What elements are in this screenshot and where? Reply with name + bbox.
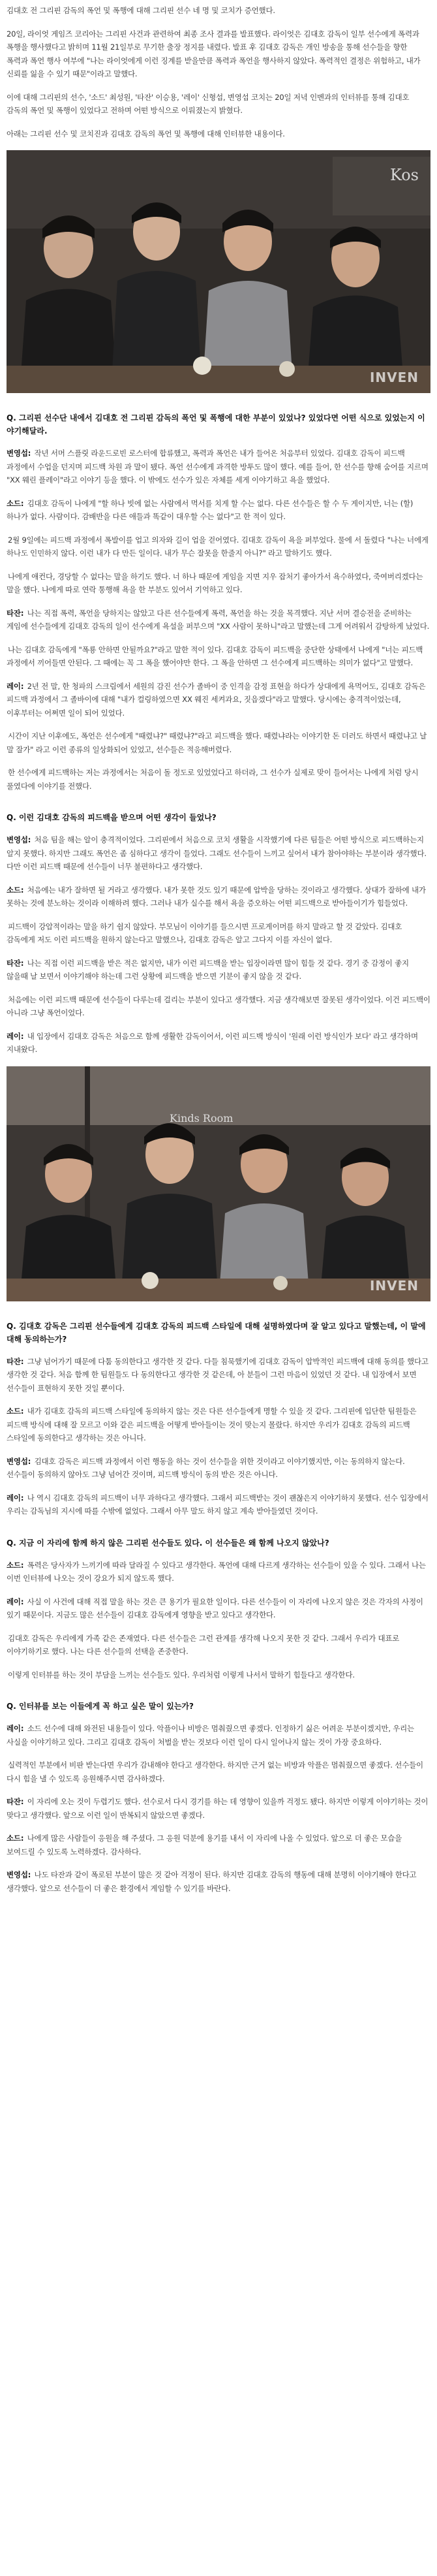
photo-watermark: INVEN: [369, 370, 419, 385]
speaker-name: 변영섭:: [7, 835, 31, 844]
speaker-name: 변영섭:: [7, 1870, 31, 1879]
speaker-name: 레이:: [7, 681, 24, 691]
speaker-name: 레이:: [7, 1031, 24, 1041]
qa-section-3: [7, 1320, 430, 1518]
answer-text: 김대호 감독은 우리에게 가족 같은 존재였다. 다른 선수들은 그런 관계를 생각해 나오지 못한 것 같다. 그래서 우리가 대표로 이야기하기로 했다. 나는 다른 선수들의 선택을 존중한다.: [7, 1633, 400, 1656]
answer-text: 처음에는 이런 피드백 때문에 선수들이 다루는데 걸리는 부분이 있다고 생각했다. 지금 생각해보면 잘못된 생각이었다. 이건 피드백이 아니라 그냥 폭언이었다.: [7, 994, 430, 1017]
players-photo-illustration: [7, 150, 430, 393]
answer-paragraph: [7, 1405, 430, 1445]
speaker-name: 레이:: [7, 1597, 24, 1606]
speaker-name: 타잔:: [7, 1356, 24, 1366]
intro-paragraph: 이에 대해 그리핀의 선수, '소드' 최성원, '타잔' 이승용, '레이' 신형섭, 변영섭 코치는 20일 저녁 인벤과의 인터뷰를 통해 김대호 감독의 폭언 및 폭행이 있었다고 전하며 어떤 방식으로 이뤄졌는지 밝혔다.: [7, 92, 410, 115]
speaker-name: 타잔:: [7, 958, 24, 968]
answer-text: 이렇게 인터뷰를 하는 것이 부담을 느끼는 선수들도 있다. 우리처럼 이렇게 나서서 말하기 힘들다고 생각한다.: [8, 1670, 355, 1679]
speaker-name: 소드:: [7, 885, 24, 895]
answer-paragraph: [7, 993, 430, 1020]
answer-text: 나는 김대호 감독에게 "폭룡 안하면 안될까요?"라고 말한 적이 있다. 김대호 감독이 피드백을 중단한 상태에서 나에게 "너는 피드백 과정에서 끼어들면 안된다. 그 때에는 꼭 그 폭을 했어야만 한다. 그 폭을 안하면 그 선수에게 피드백하는 의미가 없다"고 말했다.: [7, 644, 423, 667]
speaker-name: 레이:: [7, 1724, 24, 1733]
answer-text: 실력적인 부분에서 비판 받는다면 우리가 감내해야 한다고 생각한다. 하지만 근거 없는 비방과 악플은 멈춰줬으면 좋겠다. 선수들이 다시 힘을 낼 수 있도록 응원해주시면 감사하겠다.: [7, 1760, 423, 1783]
intro-paragraph: 김대호 전 그리핀 감독의 폭언 및 폭행에 대해 그리핀 선수 네 명 및 코치가 증언했다.: [7, 6, 275, 15]
answer-paragraph: [7, 497, 430, 524]
question: Q. 이런 김대호 감독의 피드백을 받으며 어떤 생각이 들었나?: [7, 813, 217, 822]
answer-paragraph: [7, 1455, 430, 1482]
answer-paragraph: [7, 729, 430, 756]
speaker-name: 레이:: [7, 1493, 24, 1503]
question: Q. 그리핀 선수단 내에서 김대호 전 그리핀 감독의 폭언 및 폭행에 대한 부분이 있었나? 있었다면 어떤 식으로 있었는지 이야기해달라.: [7, 413, 425, 436]
answer-text: 피드백이 강압적이라는 말을 하기 쉽지 않았다. 부모님이 이야기를 들으시면 프로게이머를 하지 말라고 할 것 같았다. 김대호 감독에게 저도 이런 피드백을 원하지 않는다고 말했으나, 김대호 감독은 알고 그다지 이를 자신이 없다.: [7, 921, 402, 944]
answer-text: 나는 직접 폭력, 폭언을 당하지는 않았고 다른 선수들에게 폭력, 폭언을 하는 것을 목격했다. 지난 서머 결승전을 준비하는 게임에 선수들에게 김대호 감독의 일이 선수에게 욕설을 퍼부으며 "XX 사람이 못하니"라고 말했는데 그게 어려워서 감탕하게 났었다.: [7, 608, 430, 631]
interview-photo-2: [7, 1066, 430, 1301]
photo-watermark: INVEN: [369, 1277, 419, 1294]
answer-paragraph: [7, 833, 430, 874]
answer-text: 한 선수에게 피드백하는 저는 과정에서는 처음이 돌 정도로 있었었다고 하더라, 그 선수가 실제로 맞이 들어서는 나에게 처럼 당시 풀였다에 이야기를 전했다.: [7, 768, 419, 791]
answer-paragraph: [7, 1832, 430, 1858]
speaker-name: 소드:: [7, 1407, 24, 1416]
speaker-name: 소드:: [7, 498, 24, 508]
answer-text: 사실 이 사건에 대해 직접 말을 하는 것은 큰 용기가 필요한 일이다. 다른 선수들이 이 자리에 나오지 않은 것은 각자의 사정이 있기 때문이다. 지금도 많은 선수들이 김대호 감독에게 영향을 받고 있다고 생각한다.: [7, 1597, 423, 1619]
interview-photo-1: [7, 150, 430, 393]
answer-text: 나에게 애컨다, 경당할 수 없다는 말을 하기도 했다. 너 하나 때문에 게임을 지면 지우 잡처기 좋아가서 욕수하였다, 죽여버리겠다는 말을 했다. 나에게 따로 연락 통행해 욕을 한 부분도 있어서 기억하고 있다.: [7, 571, 423, 594]
answer-paragraph: [7, 1795, 430, 1822]
players-photo-illustration: [7, 1066, 430, 1301]
question: Q. 인터뷰를 보는 이들에게 꼭 하고 싶은 말이 있는가?: [7, 1702, 194, 1711]
speaker-name: 변영섭:: [7, 1456, 31, 1466]
answer-paragraph: [7, 570, 430, 597]
speaker-name: 변영섭:: [7, 449, 31, 458]
qa-section-5: [7, 1700, 430, 1895]
speaker-name: 타잔:: [7, 1797, 24, 1806]
answer-paragraph: [7, 1722, 430, 1749]
answer-paragraph: [7, 1758, 430, 1785]
question: Q. 지금 이 자리에 함께 하지 않은 그리핀 선수들도 있다. 이 선수들은 왜 함께 나오지 않았나?: [7, 1538, 329, 1548]
answer-text: 그냥 넘어가기 때문에 다툼 동의한다고 생각한 것 같다. 다들 침묵했기에 김대호 감독이 압박적인 피드백에 대해 동의를 했다고 생각한 것 같다. 처음 함께 한 팀원들도 다 동의한다고 생각한 것 같은데, 아 분들이 그런 마음이 있었던 것 같다. 내 입장에서 보면 선수들이 표현하지 못한 것일 뿐이다.: [7, 1356, 429, 1393]
answer-text: 이 자리에 오는 것이 두렵기도 했다. 선수로서 다시 경기를 하는 데 영향이 있을까 걱정도 됐다. 하지만 이렇게 이야기하는 것이 맞다고 생각했다. 앞으로 이런 일이 반복되지 않았으면 좋겠다.: [7, 1797, 429, 1820]
speaker-name: 소드:: [7, 1834, 24, 1843]
answer-paragraph: [7, 1355, 430, 1395]
answer-text: 소드 선수에 대해 와전된 내용들이 있다. 악플이나 비방은 멈춰줬으면 좋겠다. 인정하기 싫은 어려운 부분이겠지만, 우리는 사실을 이야기하고 있다. 그리고 김대호 감독이 처벌을 받는 것보다 이런 일이 다시 일어나지 않는 것이 가장 중요하다.: [7, 1724, 414, 1747]
article: [7, 0, 430, 1895]
answer-paragraph: [7, 1668, 430, 1682]
answer-text: 2월 9일에는 피드백 과정에서 폭발이를 업고 의자와 길이 업을 걷어였다. 김대호 감독이 욕을 퍼부었다. 물에 서 돌렸다 "나는 너에게 하나도 인민하지 않다. 이런 내가 다 만든 일이다. 내가 무슨 잘못을 한줄지 아니?" 라고 말하기도 했다.: [7, 535, 429, 558]
answer-text: 작년 서머 스플릿 라운드로빈 로스터에 합류했고, 폭력과 폭언은 내가 들어온 처음부터 있었다. 김대호 감독이 피드백 과정에서 수업을 던지며 피드백 차원 과 말이 됐다. 폭언 선수에게 과격한 방투도 많이 했다. 예를 들어, 한 선수를 향해 숨어를 지르며 "XX 웨린 플레이"라고 이야기 등을 했다. 이 밖에도 선수가 있은 자체를 세게 이야기하고 욕을 했었다.: [7, 449, 429, 485]
answer-text: 처음에는 내가 잘하면 될 거라고 생각했다. 내가 못한 것도 있기 때문에 압박을 당하는 것이라고 생각했다. 상대가 잘하에 내가 못하는 것에 분노하는 것이라 이해하려 했다. 그러나 내가 실수를 해서 욕을 증오하는 어떤 피드백으로 받아들이기가 힘들었다.: [7, 885, 426, 908]
answer-paragraph: [7, 1868, 430, 1895]
answer-text: 나도 타잔과 같이 폭로된 부분이 많은 것 같아 걱정이 된다. 하지만 김대호 감독의 행동에 대해 분명히 이야기해야 한다고 생각했다. 앞으로 선수들이 더 좋은 환경에서 게임할 수 있기를 바란다.: [7, 1870, 417, 1893]
answer-text: 2년 전 말, 한 청파의 스크림에서 세원의 감진 선수가 졸바이 중 인격을 감정 표현을 하다가 상대에게 욕먹어도, 김대호 감독은 피드백 과정에서 그 졸바이에 대해 "내가 컬링하였으면 XX 웨진 세켜과요, 짓읍겠다"라고 말했다. 당시에는 충격적이었는데, 이후부터는 어쩌면 일이 되어 있었다.: [7, 681, 426, 718]
answer-text: 나는 직접 이런 피드백을 받은 적은 없지만, 내가 이런 피드백을 받는 입장이라면 많이 힘들 것 같다. 경기 중 감정이 좋지 않을때 날 보면서 이야기해야 하는데 그런 상황에 피드백을 받으면 기분이 좋지 않을 것 같다.: [7, 958, 409, 981]
answer-text: 나에게 많은 사람들이 응원을 해 주셨다. 그 응원 덕분에 용기를 내서 이 자리에 나올 수 있었다. 앞으로 더 좋은 모습을 보여드릴 수 있도록 노력하겠다. 감사하다.: [7, 1834, 402, 1856]
answer-paragraph: [7, 1559, 430, 1585]
answer-paragraph: [7, 1030, 430, 1057]
question: Q. 김대호 감독은 그리핀 선수들에게 김대호 감독의 피드백 스타일에 대해 설명하였다며 잘 알고 있다고 말했는데, 이 말에 대해 동의하는가?: [7, 1321, 426, 1344]
answer-text: 시간이 지난 이후에도, 폭언은 선수에게 "때렸냐?" 때렸냐?"라고 피드백을 했다. 때렸냐라는 이야기한 돈 더러도 하면서 때렸냐고 날 말 잘가" 라고 이런 종류의 일상화되어 있었고, 선수들은 적응해버렸다.: [7, 731, 427, 754]
intro-section: [7, 4, 430, 140]
answer-text: 내 입장에서 김대호 감독은 처음으로 함께 생활한 감독이어서, 이런 피드백 방식이 '원래 이런 방식인가 보다' 라고 생각하며 지내왔다.: [7, 1031, 418, 1054]
answer-text: 내가 김대호 감독의 피드백 스타일에 동의하지 않는 것은 다른 선수들에게 명할 수 있을 것 같다. 그리핀에 입단한 팀원들은 피드백 방식에 대해 잘 모르고 이와 같은 피드백을 어떻게 받아들이는 것이 맞는지 몰랐다. 하지만 우리가 김대호 감독의 피드백 스타일에 동의한다고 생각하는 것은 아니다.: [7, 1407, 417, 1442]
answer-text: 김대호 감독이 나에게 "할 하나 빗에 없는 사람에서 먹서를 치게 할 수는 없다. 다른 선수들은 할 수 두 게이지만, 너는 (할) 하나가 없다. 사람이다. 감배반을 다른 애들과 똑같이 대우할 수는 없다"고 한 적이 있다.: [7, 498, 414, 521]
answer-paragraph: [7, 680, 430, 720]
qa-section-1: [7, 411, 430, 793]
answer-paragraph: [7, 920, 430, 947]
answer-paragraph: [7, 1632, 430, 1659]
answer-paragraph: [7, 883, 430, 910]
intro-paragraph: 아래는 그리핀 선수 및 코치진과 김대호 감독의 폭언 및 폭행에 대해 인터뷰한 내용이다.: [7, 129, 285, 138]
answer-paragraph: [7, 533, 430, 560]
answer-paragraph: [7, 1595, 430, 1622]
answer-paragraph: [7, 643, 430, 670]
background-sign-text: Kinds Room: [170, 1111, 234, 1124]
background-sign-text: Kos: [389, 166, 419, 184]
answer-text: 김대호 감독은 피드백 과정에서 이런 행동을 하는 것이 선수들을 위한 것이라고 이야기했지만, 이는 동의하지 않는다. 선수들이 동의하지 않아도 그냥 넘어간 것이며, 피드백 방식이 동의 받은 것은 아니다.: [7, 1456, 405, 1479]
speaker-name: 타잔:: [7, 608, 24, 618]
answer-text: 폭력은 당사자가 느끼기에 따라 달라질 수 있다고 생각한다. 폭언에 대해 다르게 생각하는 선수들이 있을 수 있다. 그래서 나는 이번 인터뷰에 나오는 것이 강요가 되지 않도록 했다.: [7, 1560, 426, 1583]
intro-paragraph: 20일, 라이엇 게임즈 코리아는 그리핀 사건과 관련하여 최종 조사 결과를 발표했다. 라이엇은 김대호 감독이 일부 선수에게 폭력과 폭행을 행사했다고 밝히며 11월 21일부로 무기한 출장 정지를 내렸다. 발표 후 김대호 감독은 개인 방송을 통해 선수들을 향한 폭력과 폭언 행사 여부에 "나는 라이엇에게 이런 징계를 받을만큼 폭력과 폭언을 행사하지 않았다. 폭력적인 결정은 위험하고, 내가 신뢰를 잃을 수 있기 때문"이라고 말했다.: [7, 29, 421, 78]
speaker-name: 소드:: [7, 1560, 24, 1570]
answer-paragraph: [7, 1491, 430, 1518]
answer-paragraph: [7, 447, 430, 487]
answer-paragraph: [7, 766, 430, 793]
answer-text: 처음 팀을 해는 알이 충격적이었다. 그리핀에서 처음으로 코치 생활을 시작했기에 다른 팀들은 어떤 방식으로 피드백하는지 알지 못했다. 하지만 그래도 폭언은 좀 심하다고 생각이 들었다. 그래도 선수들이 느끼고 싶어서 내가 참아야하는 부분이라 생각했다. 다만 이런 피드백 때문에 선수들이 너무 불편하다고 생각했다.: [7, 835, 427, 871]
answer-text: 나 역시 김대호 감독의 피드백이 너무 과하다고 생각했다. 그래서 피드백받는 것이 괜찮은지 이야기하지 못했다. 선수 입장에서 우리는 감독님의 지시에 따를 수밖에 없었다. 그래서 아무 말도 하지 않고 계속 받아들였던 것이다.: [7, 1493, 429, 1516]
answer-paragraph: [7, 607, 430, 633]
qa-section-4: [7, 1536, 430, 1682]
answer-paragraph: [7, 957, 430, 983]
qa-section-2: [7, 811, 430, 1057]
